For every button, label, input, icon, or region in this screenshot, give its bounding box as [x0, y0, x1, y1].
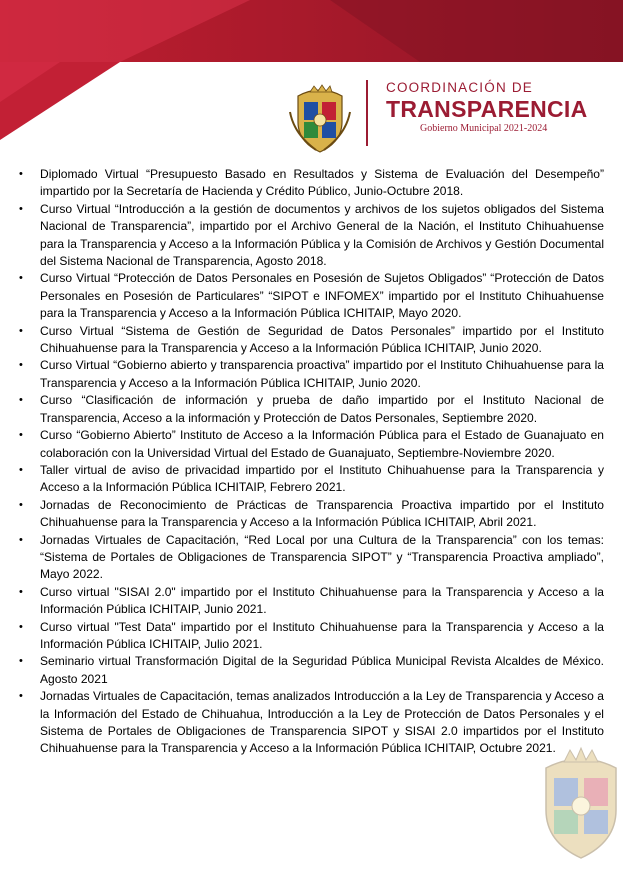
list-item [19, 166, 604, 201]
bullet-icon: • [19, 429, 23, 442]
municipal-crest-icon [288, 82, 352, 154]
document-body [19, 166, 604, 758]
list-item [19, 427, 604, 462]
brand-gobierno: Gobierno Municipal 2021-2024 [420, 123, 548, 134]
bullet-icon: • [19, 359, 23, 372]
bullet-icon: • [19, 324, 23, 337]
bullet-icon: • [19, 394, 23, 407]
header-banner [0, 0, 623, 62]
list-item-text: Jornadas de Reconocimiento de Prácticas de Transparencia Proactiva impartido por el Instituto Chihuahuense para la Transparencia y Acceso a la Información Pública ICHITAIP, Abril 2021. [40, 497, 604, 530]
bullet-icon: • [19, 168, 23, 180]
list-item [19, 201, 604, 271]
bullet-icon: • [19, 463, 23, 476]
list-item [19, 357, 604, 392]
list-item-text: Curso virtual "Test Data" impartido por el Instituto Chihuahuense para la Transparencia y Acceso a la Información Pública ICHITAIP, Julio 2021. [40, 619, 604, 651]
bullet-icon: • [19, 655, 23, 668]
bullet-icon: • [19, 533, 23, 546]
header-divider [366, 80, 368, 146]
list-item [19, 653, 604, 688]
list-item-text: Seminario virtual Transformación Digital de la Seguridad Pública Municipal Revista Alcaldes de México. Agosto 2021 [40, 654, 604, 686]
list-item-text: Curso Virtual “Introducción a la gestión de documentos y archivos de los sujetos obligados del Sistema Nacional de Transparencia”, impartido por el Archivo General de la Nación, el Instituto Chihuahuense para la Transparencia y Acceso a la Información Pública y la Comisión de Archivos y Gestión Documental del Sistema Nacional de Transparencia, Agosto 2018. [40, 201, 604, 269]
list-item-text: Curso Virtual “Sistema de Gestión de Seguridad de Datos Personales” impartido por el Instituto Chihuahuense para la Transparencia y Acceso a la Información Pública ICHITAIP, Junio 2020. [40, 323, 604, 356]
list-item-text: Curso “Clasificación de información y prueba de daño impartido por el Instituto Nacional de Transparencia, Acceso a la información y Protección de Datos Personales, Septiembre 2020. [40, 393, 604, 425]
list-item-text: Curso Virtual “Protección de Datos Personales en Posesión de Sujetos Obligados” “Protección de Datos Personales en Posesión de Particulares” “SIPOT e INFOMEX” impartido por el Instituto Chihuahuense para la Transparencia y Acceso a la Información Pública ICHITAIP, Mayo 2020. [40, 271, 604, 321]
brand-block [386, 80, 606, 135]
list-item [19, 497, 604, 532]
bullet-icon: • [19, 620, 23, 633]
list-item [19, 270, 604, 322]
list-item-text: Jornadas Virtuales de Capacitación, “Red Local por una Cultura de la Transparencia” con los temas: “Sistema de Portales de Obligaciones de Transparencia SIPOT” y “Transparencia Proactiva ampliado”, Mayo 2022. [40, 532, 604, 582]
list-item-text: Jornadas Virtuales de Capacitación, temas analizados Introducción a la Ley de Transparencia y Acceso a la Información del Estado de Chihuahua, Introducción a la Ley de Protección de Datos Personales y el Sistema de Portales de Obligaciones de Transparencia SIPOT y SISAI 2.0 impartidos por el Instituto Chihuahuense para la Transparencia y Acceso a la Información Pública ICHITAIP, Octubre 2021. [40, 689, 604, 756]
list-item [19, 392, 604, 427]
training-list [19, 166, 604, 758]
bullet-icon: • [19, 498, 23, 511]
crest-watermark-icon [536, 742, 623, 862]
list-item-text: Curso Virtual “Gobierno abierto y transparencia proactiva” impartido por el Instituto Chihuahuense para la Transparencia y Acceso a la Información Pública ICHITAIP, Junio 2020. [40, 358, 604, 390]
bullet-icon: • [19, 202, 23, 215]
list-item [19, 532, 604, 584]
list-item-text: Curso “Gobierno Abierto” Instituto de Acceso a la Información Pública para el Estado de Guanajuato en colaboración con la Universidad Virtual del Estado de Guanajuato, Septiembre-Noviembre 2020. [40, 428, 604, 460]
list-item-text: Curso virtual "SISAI 2.0" impartido por el Instituto Chihuahuense para la Transparencia y Acceso a la Información Pública ICHITAIP, Junio 2021. [40, 584, 604, 617]
brand-coordinacion: COORDINACIÓN DE [386, 80, 534, 95]
list-item [19, 619, 604, 654]
bullet-icon: • [19, 585, 23, 598]
list-item [19, 323, 604, 358]
list-item [19, 688, 604, 758]
list-item-text: Diplomado Virtual “Presupuesto Basado en Resultados y Sistema de Evaluación del Desempeño” impartido por la Secretaría de Hacienda y Crédito Público, Junio-Octubre 2018. [40, 167, 604, 199]
list-item-text: Taller virtual de aviso de privacidad impartido por el Instituto Chihuahuense para la Transparencia y Acceso a la Información Pública ICHITAIP, Febrero 2021. [40, 462, 604, 495]
brand-transparencia: TRANSPARENCIA [386, 96, 588, 122]
list-item [19, 462, 604, 497]
list-item [19, 584, 604, 619]
bullet-icon: • [19, 272, 23, 285]
bullet-icon: • [19, 690, 23, 703]
